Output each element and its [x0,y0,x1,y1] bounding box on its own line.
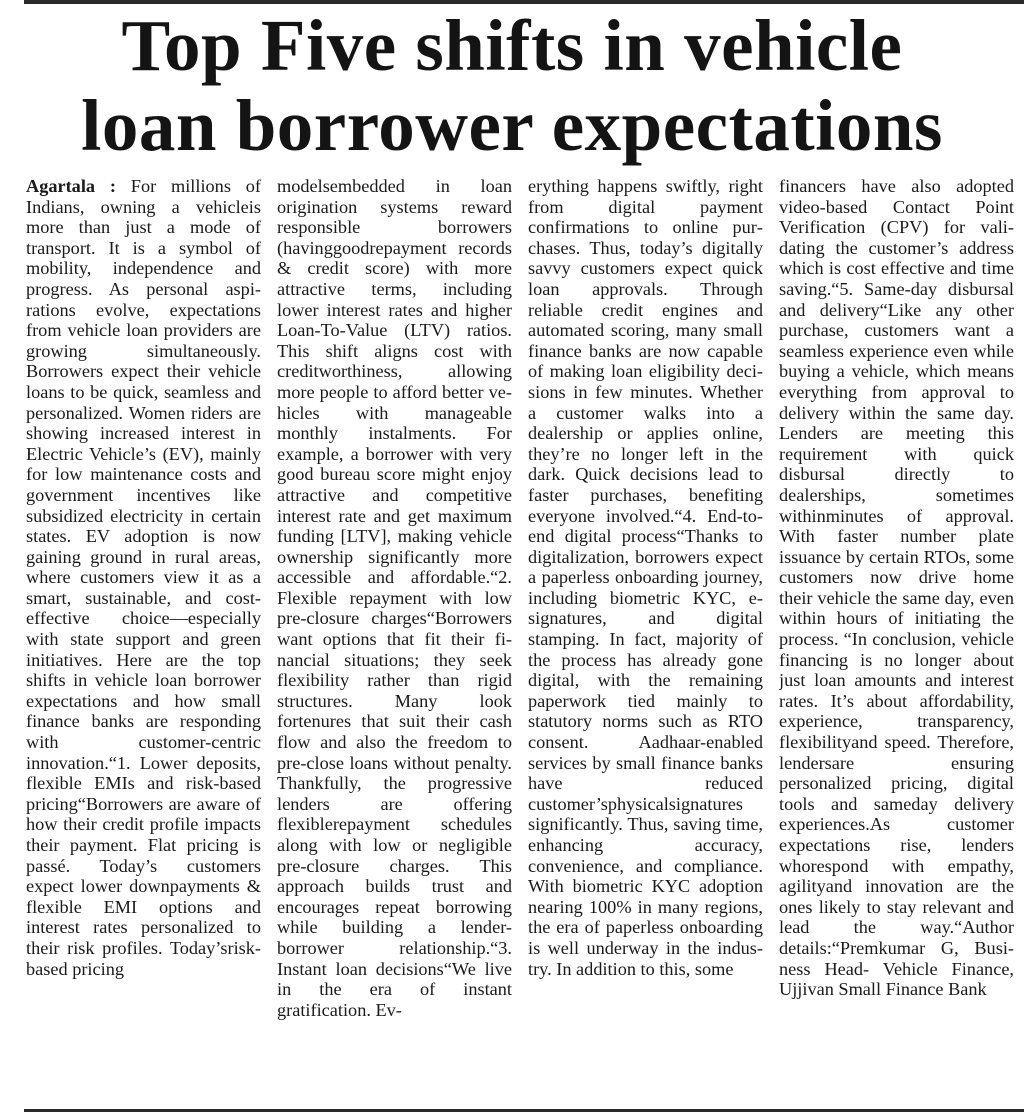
column-1-body: For millions of Indians, owning a vehicleis more than just a mode of transport. It is a symbol of mobility, independence and progress. As personal aspirations evolve, expectations from vehicle loan providers are growing simultaneously. Borrowers expect their vehicle loans to be quick, seamless and personalized. Women riders are showing increased interest in Electric Vehicle’s (EV), mainly for low maintenance costs and government incentives like subsidized electricity in certain states. EV adoption is now gaining ground in rural areas, where customers view it as a smart, sustainable, and cost-effective choice—especially with state support and green initiatives. Here are the top shifts in vehicle loan borrower expectations and how small finance banks are responding with customer-centric innovation.“1. Lower deposits, flexible EMIs and risk-based pricing“Borrowers are aware of how their credit profile impacts their payment. Flat pricing is passé. Today’s customers expect lower downpayments & flexible EMI options and interest rates personalized to their risk profiles. Today’srisk-based pricing [26,176,261,979]
column-1-text [26,176,261,979]
article-column-2 [277,176,512,1096]
column-2-text: modelsembedded in loan origination systems reward responsible borrowers (havinggoodrepayment records & credit score) with more attractive terms, including lower interest rates and higher Loan-To-Value (LTV) ratios. This shift aligns cost with creditworthiness, allowing more people to afford better vehicles with manageable monthly instalments. For example, a borrower with very good bureau score might enjoy attractive and competitive interest rate and get maximum funding [LTV], making vehicle ownership significantly more accessible and affordable.“2. Flexible repayment with low pre-closure charges“Borrowers want options that fit their financial situations; they seek flexibility rather than rigid structures. Many look fortenures that suit their cash flow and also the freedom to pre-close loans without penalty. Thankfully, the progressive lenders are offering flexiblerepayment schedules along with low or negligible pre-closure charges. This approach builds trust and encourages repeat borrowing while building a lender-borrower relationship.“3. Instant loan decisions“We live in the era of instant gratification. Ev- [277,176,512,1020]
headline-line-2: loan borrower expectations [81,85,943,166]
column-3-text: erything happens swiftly, right from digital payment confirmations to online purchases. Thus, today’s digitally savvy customers expect quick loan approvals. Through reliable credit engines and automated scoring, many small finance banks are now capable of making loan eligibility decisions in few minutes. Whether a customer walks into a dealership or applies online, they’re no longer left in the dark. Quick decisions lead to faster purchases, benefiting everyone involved.“4. End-to-end digital process“Thanks to digitalization, borrowers expect a paperless onboarding journey, including biometric KYC, e-signatures, and digital stamping. In fact, majority of the process has already gone digital, with the remaining paperwork tied mainly to statutory norms such as RTO consent. Aadhaar-enabled services by small finance banks have reduced customer’sphysicalsignatures significantly. Thus, saving time, enhancing accuracy, convenience, and compliance. With biometric KYC adoption nearing 100% in many regions, the era of paperless onboarding is well underway in the industry. In addition to this, some [528,176,763,979]
article-body [26,176,1014,1096]
column-4-text: financers have also adopted video-based Contact Point Verification (CPV) for validating the customer’s address which is cost effective and time saving.“5. Same-day disbursal and delivery“Like any other purchase, customers want a seamless experience even while buying a vehicle, which means everything from approval to delivery within the same day. Lenders are meeting this requirement with quick disbursal directly to dealerships, sometimes withinminutes of approval. With faster number plate issuance by certain RTOs, some customers now drive home their vehicle the same day, even within hours of initiating the process. “In conclusion, vehicle financing is no longer about just loan amounts and interest rates. It’s about affordability, experience, transparency, flexibilityand speed. Therefore, lendersare ensuring personalized pricing, digital tools and sameday delivery experiences.As customer expectations rise, lenders whorespond with empathy, agilityand innovation are the ones likely to stay relevant and lead the way.“Author details:“Premkumar G, Business Head- Vehicle Finance, Ujjivan Small Finance Bank [779,176,1014,1000]
article-headline [0,6,1024,166]
article-column-3 [528,176,763,1096]
dateline: Agartala : [26,176,116,196]
article-column-4 [779,176,1014,1096]
top-rule [24,0,1024,4]
bottom-rule [24,1109,1024,1112]
headline-line-1: Top Five shifts in vehicle [121,5,903,86]
article-column-1 [26,176,261,1096]
